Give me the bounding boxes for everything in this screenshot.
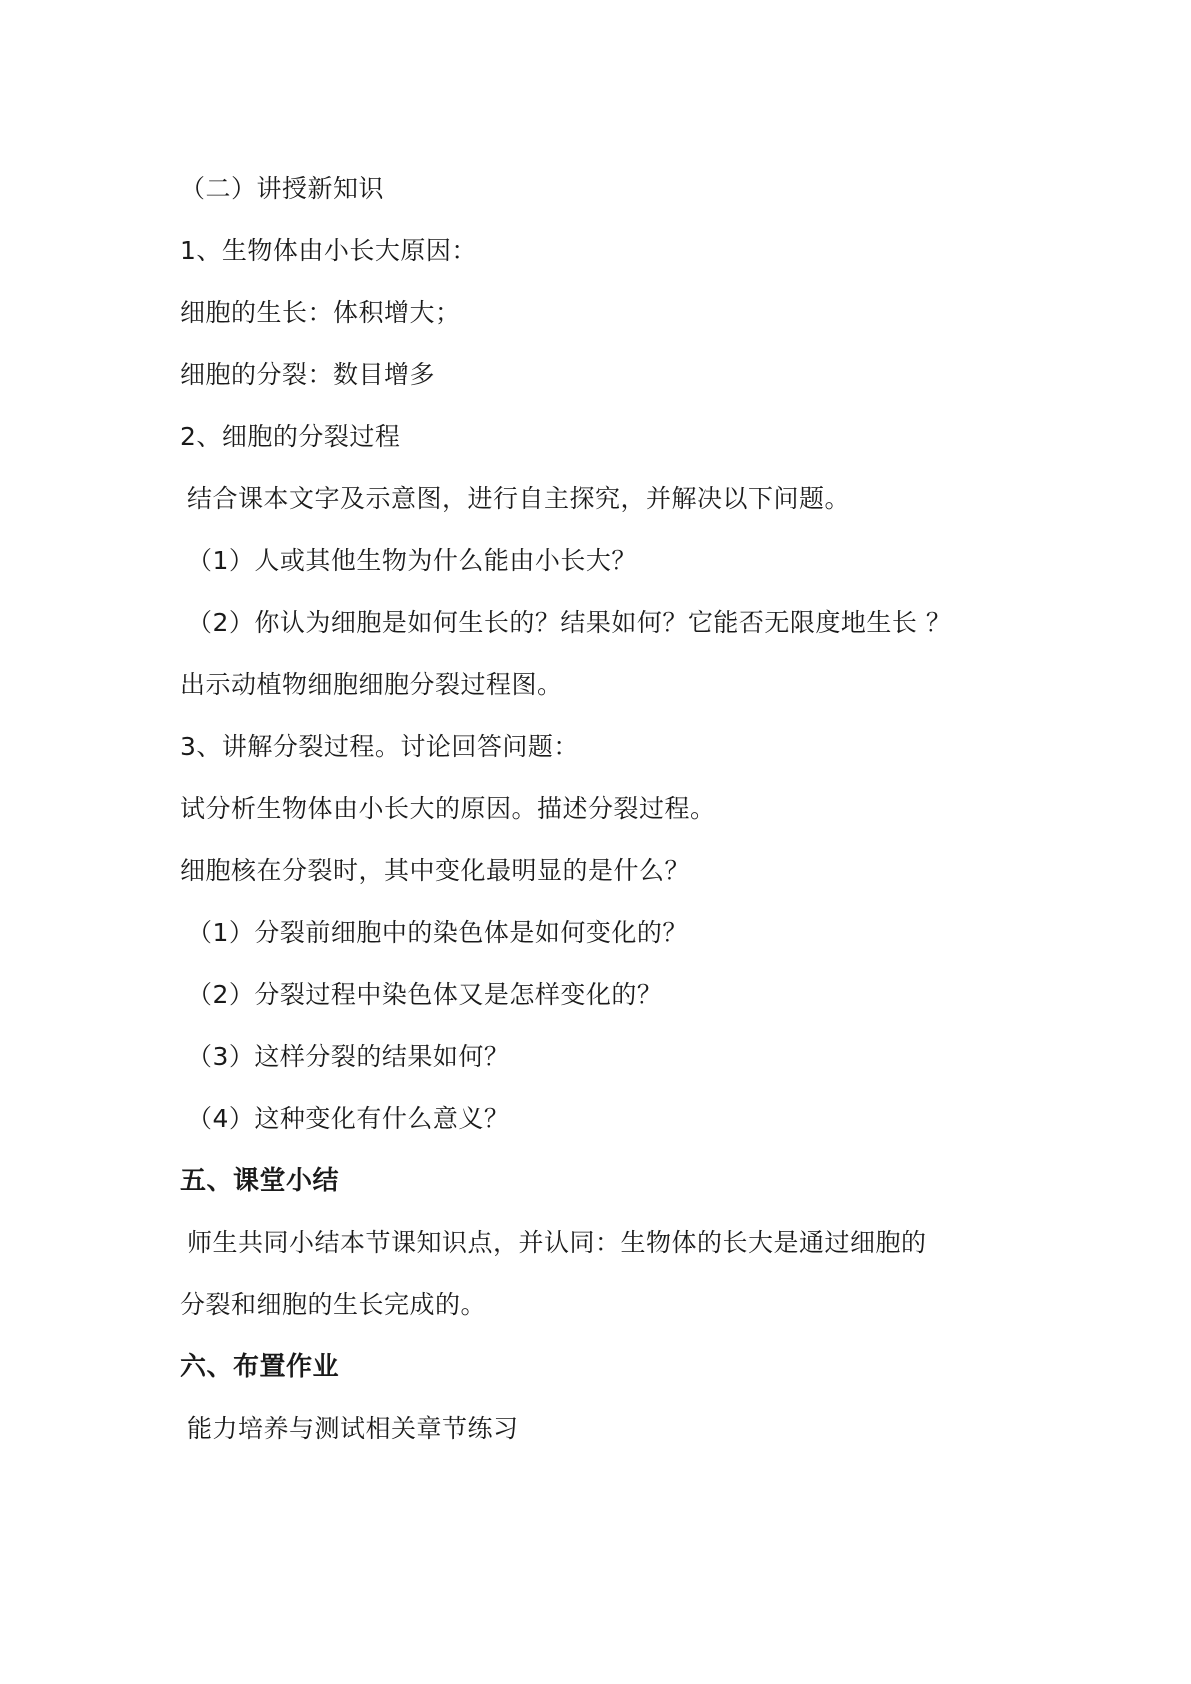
show-diagram-line: 出示动植物细胞细胞分裂过程图。 [180, 670, 563, 699]
homework-line: 能力培养与测试相关章节练习 [187, 1414, 519, 1443]
question-line: （2）你认为细胞是如何生长的？结果如何？它能否无限度地生长 ？ [187, 608, 952, 637]
section-5-heading: 五、课堂小结 [180, 1166, 340, 1196]
question-line: （3）这样分裂的结果如何？ [187, 1042, 510, 1071]
cell-growth-line: 细胞的生长：体积增大； [180, 298, 461, 327]
question-line: （4）这种变化有什么意义？ [187, 1104, 510, 1133]
point-3-heading: 3、讲解分裂过程。讨论回答问题： [180, 732, 579, 761]
point-2-heading: 2、细胞的分裂过程 [180, 422, 401, 451]
point-1-heading: 1、生物体由小长大原因： [180, 236, 477, 265]
section-6-heading: 六、布置作业 [180, 1352, 340, 1382]
instruction-line: 结合课本文字及示意图，进行自主探究，并解决以下问题。 [187, 484, 851, 513]
subsection-heading: （二）讲授新知识 [180, 174, 385, 203]
nucleus-question-line: 细胞核在分裂时，其中变化最明显的是什么？ [180, 856, 691, 885]
analysis-line: 试分析生物体由小长大的原因。描述分裂过程。 [180, 794, 716, 823]
cell-division-line: 细胞的分裂：数目增多 [180, 360, 436, 389]
summary-line-continued: 分裂和细胞的生长完成的。 [180, 1290, 487, 1319]
question-line: （1）人或其他生物为什么能由小长大？ [187, 546, 637, 575]
question-line: （2）分裂过程中染色体又是怎样变化的？ [187, 980, 663, 1009]
question-line: （1）分裂前细胞中的染色体是如何变化的？ [187, 918, 688, 947]
summary-line: 师生共同小结本节课知识点，并认同：生物体的长大是通过细胞的 [187, 1228, 927, 1257]
